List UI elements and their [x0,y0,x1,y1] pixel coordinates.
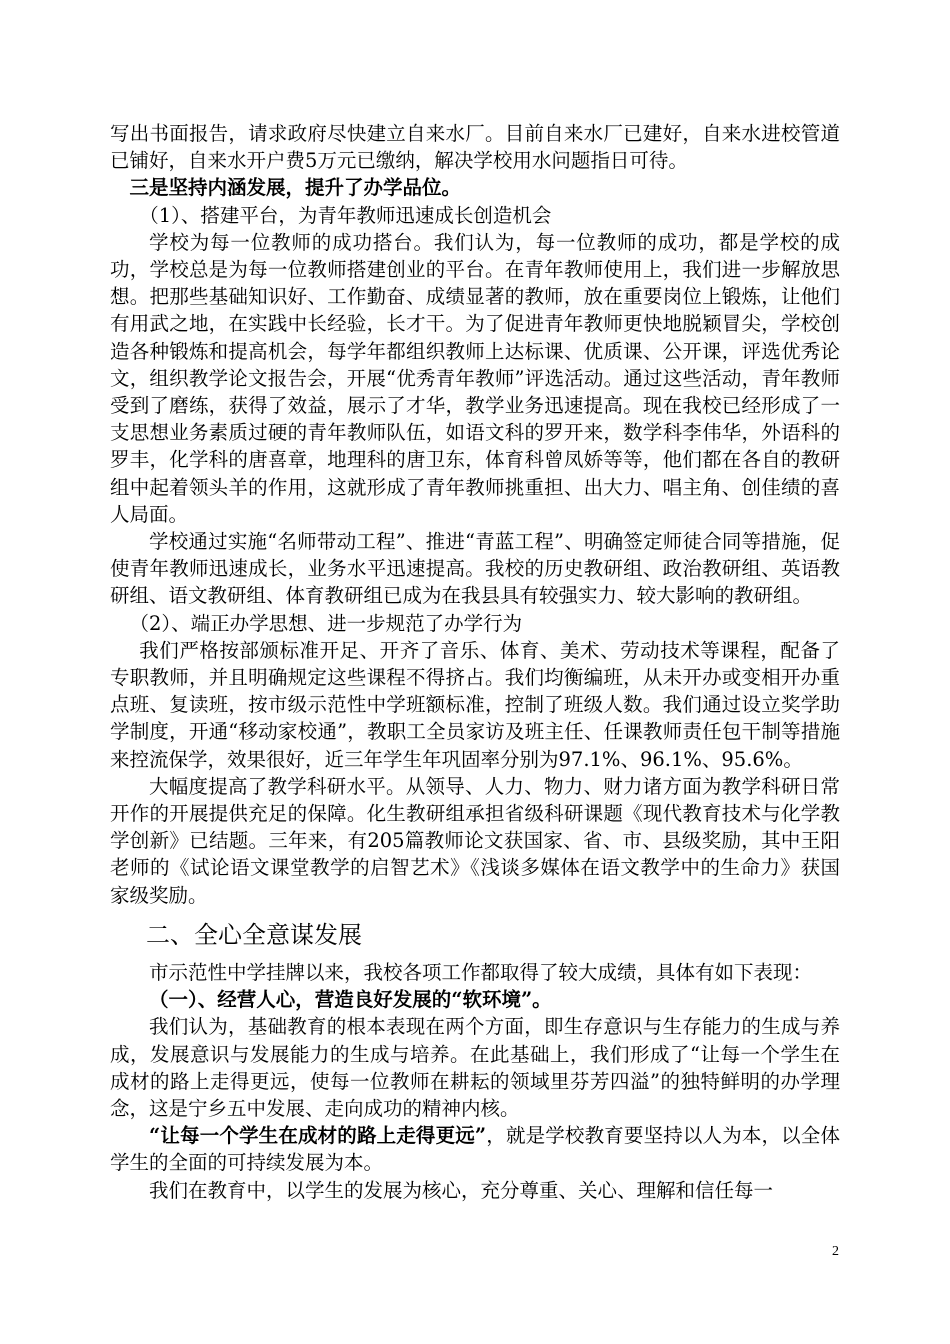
page-number: 2 [832,1244,839,1259]
paragraph-curriculum-standards: 我们严格按部颁标准开足、开齐了音乐、体育、美术、劳动技术等课程，配备了专职教师，并且明确规定这些课程不得挤占。我们均衡编班，从未开办或变相开办重点班、复读班，按市级示范性中学班额标准，控制了班级人数。我们通过设立奖学助学制度，开通“移动家校通”，教职工全员家访及班主任、任课教师责任包干制等措施来控流保学，效果很好，近三年学生年巩固率分别为97.1%、96.1%、95.6%。 [110,638,840,771]
section-heading-development: 二、全心全意谋发展 [146,920,362,949]
paragraph-student-core: 我们在教育中，以学生的发展为核心，充分尊重、关心、理解和信任每一 [149,1178,774,1202]
subheading-build-platform: （1）、搭建平台，为青年教师迅速成长创造机会 [139,203,552,227]
paragraph-teacher-success: 学校为每一位教师的成功搭台。我们认为，每一位教师的成功，都是学校的成功，学校总是为每一位教师搭建创业的平台。在青年教师使用上，我们进一步解放思想。把那些基础知识好、工作勤奋、成绩显著的教师，放在重要岗位上锻炼，让他们有用武之地，在实践中长经验，长才干。为了促进青年教师更快地脱颖冒尖，学校创造各种锻炼和提高机会，每学年都组织教师上达标课、优质课、公开课，评选优秀论文，组织教学论文报告会，开展“优秀青年教师”评选活动。通过这些活动，青年教师受到了磨练，获得了效益，展示了才华，教学业务迅速提高。现在我校已经形成了一支思想业务素质过硬的青年教师队伍，如语文科的罗开来，数学科李伟华，外语科的罗丰，化学科的唐喜章，地理科的唐卫东，体育科曾凤娇等等，他们都在各自的教研组中起着领头羊的作用，这就形成了青年教师挑重担、出大力、唱主角、创佳绩的喜人局面。 [110,230,840,526]
paragraph-achievements-intro: 市示范性中学挂牌以来，我校各项工作都取得了较大成绩，具体有如下表现： [149,960,813,984]
document-body [110,120,840,1204]
subheading-school-philosophy: （2）、端正办学思想、进一步规范了办学行为 [129,611,523,635]
paragraph-research-level: 大幅度提高了教学科研水平。从领导、人力、物力、财力诸方面为教学科研日常开作的开展提供充足的保障。化生教研组承担省级科研课题《现代教育技术与化学教学创新》已结题。三年来，有205篇教师论文获国家、省、市、县级奖励，其中王阳老师的《试论语文课堂教学的启智艺术》《浅谈多媒体在语文教学中的生命力》获国家级奖励。 [110,774,840,907]
subheading-soft-environment: （一）、经营人心，营造良好发展的“软环境”。 [149,988,552,1012]
paragraph-mentor-projects: 学校通过实施“名师带动工程”、推进“青蓝工程”、明确签定师徒合同等措施，促使青年教师迅速成长，业务水平迅速提高。我校的历史教研组、政治教研组、英语教研组、语文教研组、体育教研组已成为在我县具有较强实力、较大影响的教研组。 [110,530,840,608]
paragraph-student-motto [110,1122,840,1176]
paragraph-water-plant: 写出书面报告，请求政府尽快建立自来水厂。目前自来水厂已建好，自来水进校管道已铺好，自来水开户费5万元已缴纳，解决学校用水问题指日可待。 [110,122,840,173]
paragraph-basic-education: 我们认为，基础教育的根本表现在两个方面，即生存意识与生存能力的生成与养成，发展意识与发展能力的生成与培养。在此基础上，我们形成了“让每一个学生在成材的路上走得更远，使每一位教师在耕耘的领域里芬芳四溢”的独特鲜明的办学理念，这是宁乡五中发展、走向成功的精神内核。 [110,1015,840,1120]
motto-bold-text: “让每一个学生在成材的路上走得更远” [149,1124,487,1148]
heading-inner-development: 三是坚持内涵发展，提升了办学品位。 [129,176,462,200]
motto-explanation: ，就是学校教育要坚持以人为本，以全体学生的全面的可持续发展为本。 [110,1124,840,1175]
